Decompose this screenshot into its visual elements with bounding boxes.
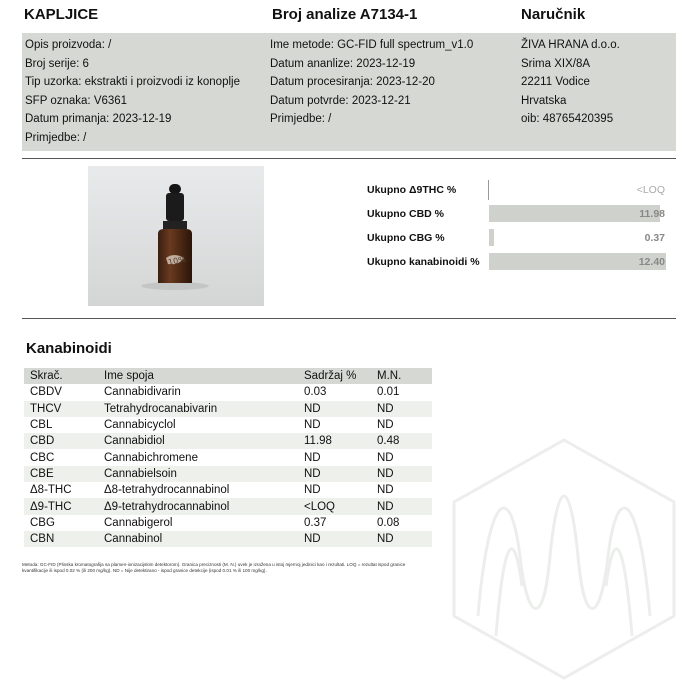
info-line: Datum procesiranja: 2023-12-20 <box>270 76 435 88</box>
cell-content: <LOQ <box>298 498 371 514</box>
table-row <box>24 498 432 514</box>
cell-mn: 0.01 <box>377 386 400 399</box>
cell-abbr: CBL <box>30 419 53 432</box>
cell-mn: 0.08 <box>377 516 400 529</box>
sample-details <box>25 36 240 147</box>
table-row <box>24 401 432 417</box>
summary-label-thc: Ukupno Δ9THC % <box>367 184 457 196</box>
cell-abbr: THCV <box>24 401 98 417</box>
table-row <box>24 384 432 400</box>
cell-name: Cannabinol <box>98 531 298 547</box>
summary-label-total: Ukupno kanabinoidi % <box>367 256 480 268</box>
info-line: Ime metode: GC-FID full spectrum_v1.0 <box>270 39 474 51</box>
info-line: Tip uzorka: ekstrakti i proizvodi iz konoplje <box>25 76 240 88</box>
cell-abbr: CBDV <box>30 386 62 399</box>
summary-value-cbd: 11.98 <box>639 208 665 220</box>
cell-content: 11.98 <box>298 433 371 449</box>
info-line: Broj serije: 6 <box>25 57 89 70</box>
column-header: Skrač. <box>24 368 98 384</box>
cell-content: 0.37 <box>304 516 327 529</box>
zero-axis-line <box>488 180 489 200</box>
client-details <box>521 36 620 129</box>
cell-name: Δ8-tetrahydrocannabinol <box>104 484 230 497</box>
info-line: Hrvatska <box>521 94 567 107</box>
table-row <box>24 531 432 547</box>
column-header: M.N. <box>371 368 432 384</box>
cell-name: Cannabidivarin <box>104 386 181 399</box>
cell-mn: ND <box>371 466 432 482</box>
divider-bottom <box>22 318 676 319</box>
info-line: SFP oznaka: V6361 <box>25 94 128 107</box>
analysis-number: Broj analize A7134-1 <box>272 6 418 23</box>
table-row <box>24 417 432 433</box>
divider-top <box>22 158 676 159</box>
cell-name: Cannabigerol <box>104 516 173 529</box>
info-line: Primjedbe: / <box>270 113 332 125</box>
cell-abbr: CBD <box>24 433 98 449</box>
cell-mn: ND <box>371 401 432 417</box>
cell-name: Cannabidiol <box>98 433 298 449</box>
summary-value-thc: <LOQ <box>636 184 665 196</box>
watermark-logo <box>448 436 680 682</box>
table-row <box>24 449 432 465</box>
dropper-bottle-image <box>88 166 264 306</box>
cell-mn: 0.48 <box>371 433 432 449</box>
info-line: 22211 Vodice <box>521 76 590 88</box>
cell-abbr: CBC <box>30 451 55 464</box>
cell-abbr: CBE <box>24 466 98 482</box>
cell-mn: ND <box>377 419 394 432</box>
method-details <box>270 36 473 129</box>
cell-abbr: CBN <box>24 531 98 547</box>
table-row <box>24 466 432 482</box>
sample-info-panel <box>22 33 676 151</box>
cannabinoid-table <box>24 368 432 547</box>
table-header-row <box>24 368 432 384</box>
cell-name: Δ9-tetrahydrocannabinol <box>98 498 298 514</box>
summary-label-cbd: Ukupno CBD % <box>367 208 444 220</box>
summary-label-cbg: Ukupno CBG % <box>367 232 445 244</box>
product-photo <box>88 166 264 306</box>
info-line: Primjedbe: / <box>25 131 87 144</box>
summary-value-cbg: 0.37 <box>644 232 665 244</box>
info-line: ŽIVA HRANA d.o.o. <box>521 39 620 51</box>
cell-name: Cannabicyclol <box>104 419 176 432</box>
cell-content: ND <box>298 401 371 417</box>
table-row <box>24 515 432 531</box>
cell-content: 0.03 <box>304 386 327 399</box>
info-line: oib: 48765420395 <box>521 113 614 125</box>
column-header: Sadržaj % <box>298 368 371 384</box>
cell-abbr: Δ8-THC <box>30 484 72 497</box>
section-title: Kanabinoidi <box>26 340 112 357</box>
cell-content: ND <box>298 531 371 547</box>
cell-content: ND <box>304 484 321 497</box>
client-heading: Naručnik <box>521 6 586 23</box>
summary-bar-cbg <box>489 229 494 246</box>
table-row <box>24 482 432 498</box>
cell-content: ND <box>298 466 371 482</box>
info-line: Datum ananlize: 2023-12-19 <box>270 57 416 70</box>
cell-mn: ND <box>371 531 432 547</box>
cell-mn: ND <box>377 484 394 497</box>
cell-name: Cannabielsoin <box>98 466 298 482</box>
summary-value-total: 12.40 <box>638 256 665 268</box>
bottle-handwriting: 10% <box>167 254 187 268</box>
cell-abbr: CBG <box>30 516 55 529</box>
cell-content: ND <box>304 451 321 464</box>
cell-name: Tetrahydrocanabivarin <box>98 401 298 417</box>
cell-abbr: Δ9-THC <box>24 498 98 514</box>
table-row <box>24 433 432 449</box>
product-title: KAPLJICE <box>24 6 99 23</box>
info-line: Srima XIX/8A <box>521 57 591 70</box>
cell-content: ND <box>304 419 321 432</box>
cell-mn: ND <box>377 451 394 464</box>
method-footnote: Metoda: GC-FID (Plinska kromatografija sa plamen-ionizacijskim detektorom). Granica preciznosti (M. N.) uvek je izražena u istoj mjernoj jedinici kao i rezultati. LOQ = rezultat ispod granice kvantifikacije ili ispod 0.02 % (ili 200 mg/kg). ND = Nije detektirano - ispod granice detekcije (ispod 0.01 % ili 100 mg/kg). <box>22 562 406 573</box>
cell-mn: ND <box>371 498 432 514</box>
cell-name: Cannabichromene <box>104 451 198 464</box>
info-line: Datum potvrde: 2023-12-21 <box>270 94 411 107</box>
info-line: Datum primanja: 2023-12-19 <box>25 113 172 125</box>
column-header: Ime spoja <box>98 368 298 384</box>
info-line: Opis proizvoda: / <box>25 39 112 51</box>
